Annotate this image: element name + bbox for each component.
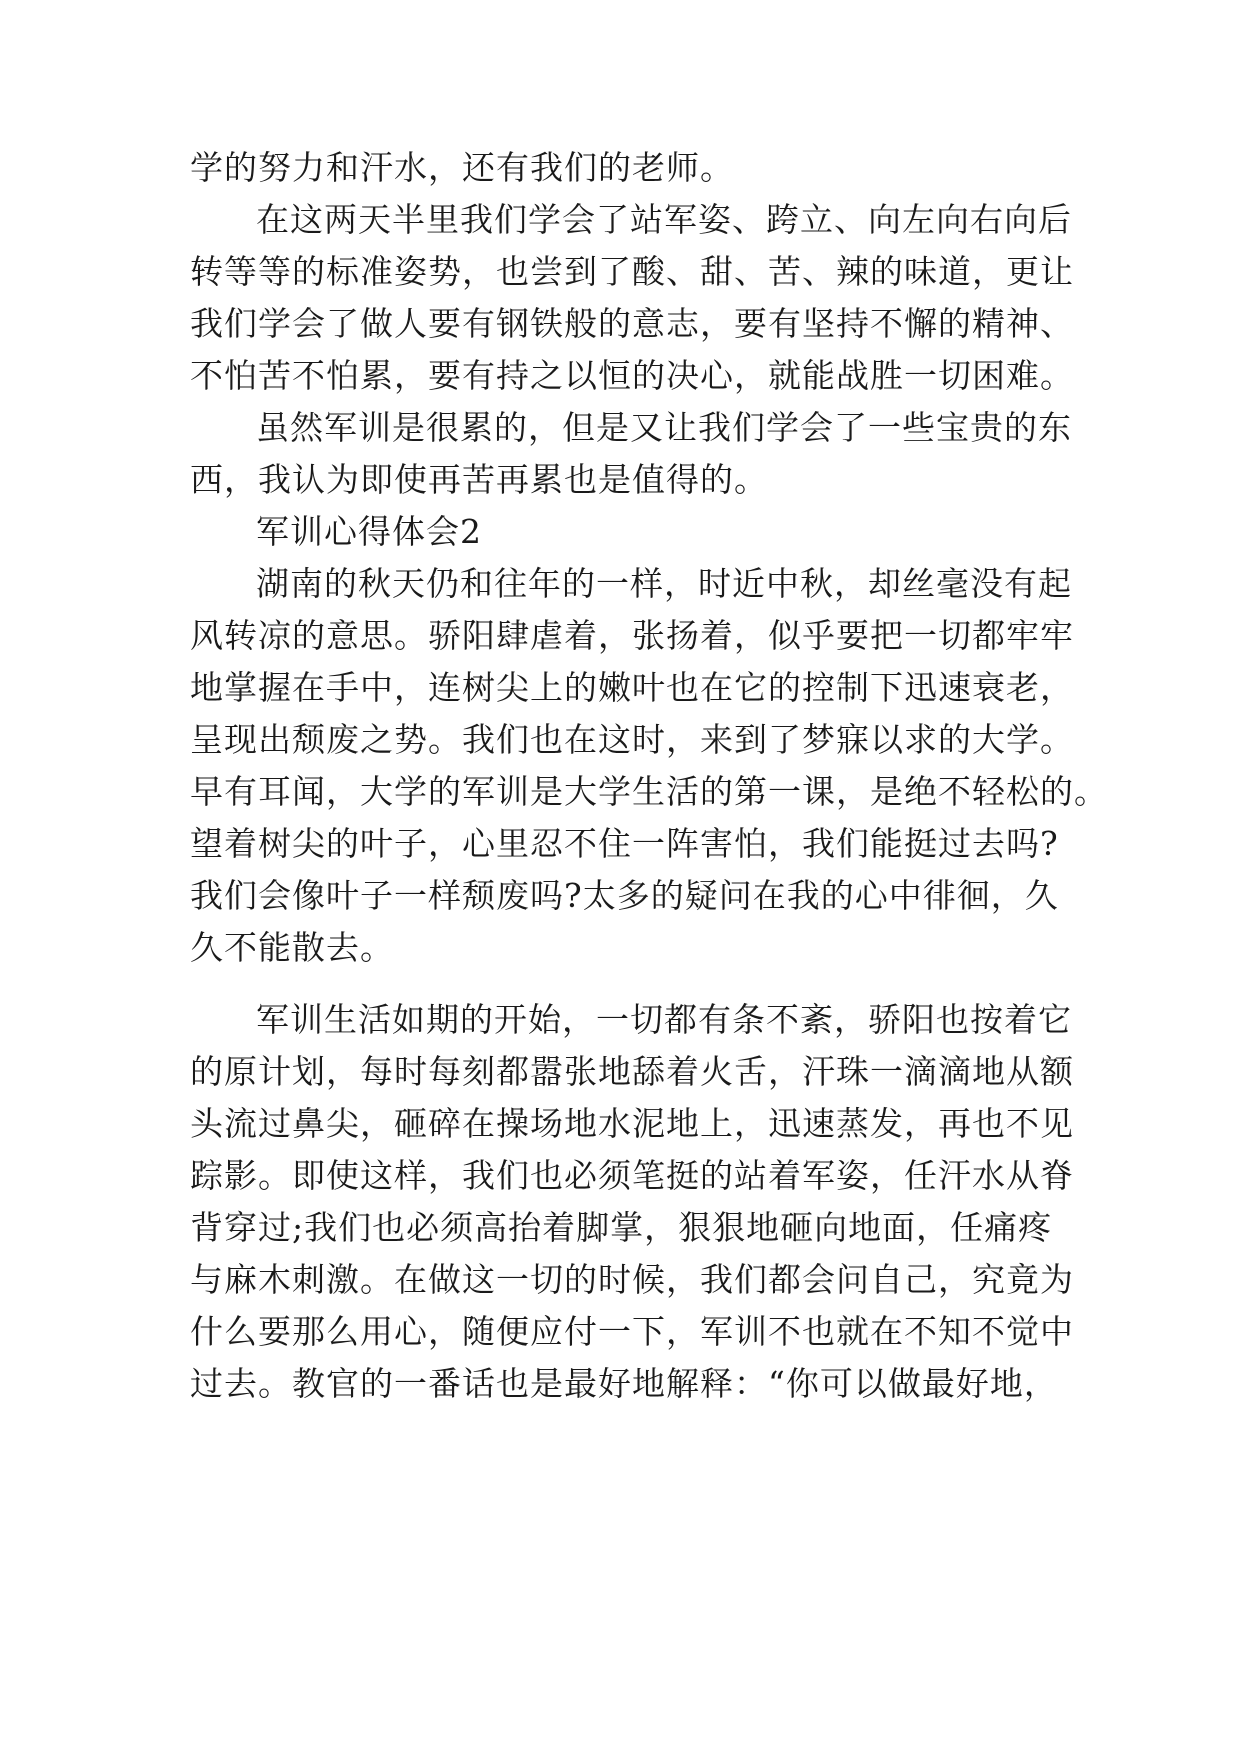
- text-line: 呈现出颓废之势。我们也在这时，来到了梦寐以求的大学。: [190, 720, 1074, 759]
- text-line: 早有耳闻，大学的军训是大学生活的第一课，是绝不轻松的。: [190, 772, 1108, 811]
- text-line: 背穿过;我们也必须高抬着脚掌，狠狠地砸向地面，任痛疼: [190, 1208, 1053, 1247]
- text-line: 的原计划，每时每刻都嚣张地舔着火舌，汗珠一滴滴地从额: [190, 1052, 1074, 1091]
- text-line: 西，我认为即使再苦再累也是值得的。: [190, 460, 768, 499]
- text-line: 什么要那么用心，随便应付一下，军训不也就在不知不觉中: [190, 1312, 1074, 1351]
- section-heading: 军训心得体会2: [256, 512, 482, 551]
- text-line: 望着树尖的叶子，心里忍不住一阵害怕，我们能挺过去吗?: [190, 824, 1059, 863]
- paragraph-start-line: 在这两天半里我们学会了站军姿、跨立、向左向右向后: [256, 200, 1072, 239]
- text-line: 学的努力和汗水，还有我们的老师。: [190, 148, 734, 187]
- text-line: 头流过鼻尖，砸碎在操场地水泥地上，迅速蒸发，再也不见: [190, 1104, 1074, 1143]
- text-line: 转等等的标准姿势，也尝到了酸、甜、苦、辣的味道，更让: [190, 252, 1074, 291]
- paragraph-start-line: 湖南的秋天仍和往年的一样，时近中秋，却丝毫没有起: [256, 564, 1072, 603]
- paragraph-start-line: 军训生活如期的开始，一切都有条不紊，骄阳也按着它: [256, 1000, 1072, 1039]
- text-line: 踪影。即使这样，我们也必须笔挺的站着军姿，任汗水从脊: [190, 1156, 1074, 1195]
- text-line: 我们会像叶子一样颓废吗?太多的疑问在我的心中徘徊，久: [190, 876, 1059, 915]
- text-line: 地掌握在手中，连树尖上的嫩叶也在它的控制下迅速衰老，: [190, 668, 1074, 707]
- paragraph-start-line: 虽然军训是很累的，但是又让我们学会了一些宝贵的东: [256, 408, 1072, 447]
- text-line: 久不能散去。: [190, 928, 394, 967]
- text-line: 不怕苦不怕累，要有持之以恒的决心，就能战胜一切困难。: [190, 356, 1074, 395]
- text-line: 过去。教官的一番话也是最好地解释：“你可以做最好地，: [190, 1364, 1058, 1403]
- text-line: 我们学会了做人要有钢铁般的意志，要有坚持不懈的精神、: [190, 304, 1074, 343]
- text-line: 与麻木刺激。在做这一切的时候，我们都会问自己，究竟为: [190, 1260, 1074, 1299]
- text-line: 风转凉的意思。骄阳肆虐着，张扬着，似乎要把一切都牢牢: [190, 616, 1074, 655]
